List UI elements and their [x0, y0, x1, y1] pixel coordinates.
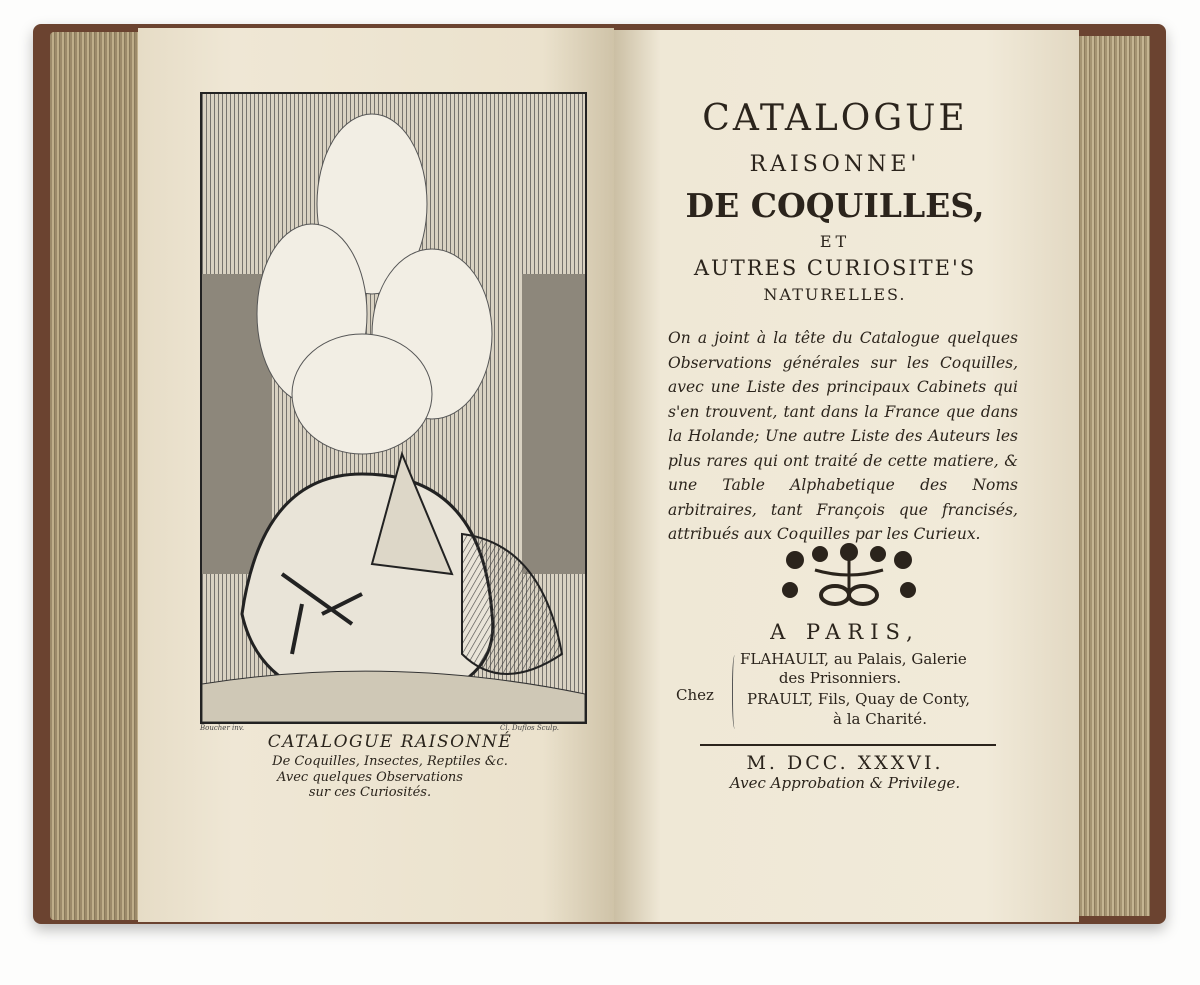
page-edges-right [1075, 36, 1150, 916]
engraver-credit-right: Cl. Duflos Sculp. [500, 724, 560, 732]
publisher-line: FLAHAULT, au Palais, Galerie [740, 650, 967, 668]
imprint-year: M. DCC. XXXVI. [746, 752, 944, 774]
plate-caption-title: CATALOGUE RAISONNÉ [267, 732, 513, 752]
page-edges-left [50, 32, 150, 920]
title-line: AUTRES CURIOSITE'S [693, 256, 977, 280]
title-line: ET [819, 232, 851, 251]
title-line: DE COQUILLES, [685, 186, 985, 225]
rule [700, 744, 996, 746]
shell-coral-engraving [202, 94, 585, 722]
publisher-line: à la Charité. [833, 710, 927, 728]
plate-caption-line: De Coquilles, Insectes, Reptiles &c. [272, 754, 508, 769]
floral-ornament [775, 540, 923, 610]
engraved-frontispiece [200, 92, 587, 724]
engraver-credit-left: Boucher inv. [200, 724, 245, 732]
imprint-privilege: Avec Approbation & Privilege. [729, 774, 961, 792]
title-line: CATALOGUE [702, 98, 968, 139]
title-line: RAISONNE' [749, 152, 921, 177]
plate-caption-line: sur ces Curiosités. [308, 785, 432, 800]
title-line: NATURELLES. [763, 285, 907, 304]
brace [732, 655, 739, 729]
plate-caption-line: Avec quelques Observations [277, 770, 463, 785]
description-paragraph: On a joint à la tête du Catalogue quelques Observations générales sur les Coquilles, avec une Liste des principaux Cabinets qui s'en trouvent, tant dans la France que dans la Holande; Une autre Liste des Auteurs les plus rares qui ont traité de cette matiere, & une Table Alphabetique des Noms arbitraires, tant François que francisés, attribués aux Coquilles par les Curieux. [668, 329, 1018, 543]
imprint-city: A PARIS, [770, 620, 920, 644]
publisher-line: PRAULT, Fils, Quay de Conty, [747, 690, 971, 708]
publisher-line: des Prisonniers. [778, 669, 902, 687]
imprint-chez: Chez [676, 686, 714, 704]
